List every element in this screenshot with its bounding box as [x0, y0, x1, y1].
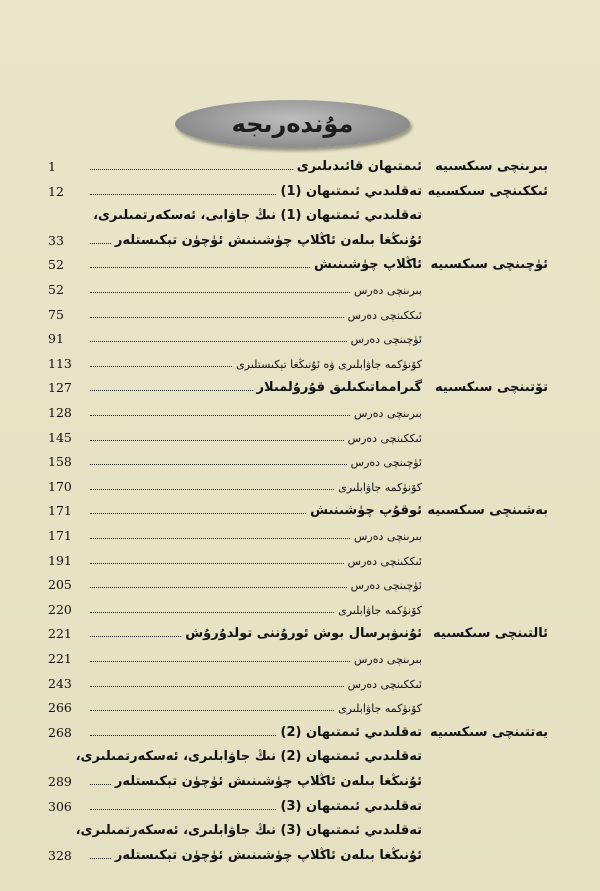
- toc-leader-dots: [90, 735, 276, 736]
- toc-row[interactable]: [48, 177, 548, 199]
- toc-row-continuation: [48, 742, 548, 764]
- toc-page-number: 52: [48, 282, 64, 297]
- toc-row[interactable]: [48, 718, 548, 740]
- toc-row-continuation: [48, 816, 548, 838]
- toc-leader-dots: [90, 784, 111, 785]
- toc-row[interactable]: [48, 447, 548, 469]
- toc-row[interactable]: [48, 570, 548, 592]
- toc-page-number: 266: [48, 700, 72, 716]
- toc-row[interactable]: [48, 472, 548, 494]
- toc-entry-text: تەقلىدىي ئىمتىھان (3): [280, 798, 422, 814]
- toc-page-number: 328: [48, 847, 72, 863]
- toc-leader-dots: [90, 366, 232, 367]
- toc-page-number: 1: [48, 159, 56, 174]
- toc-leader-dots: [90, 292, 350, 293]
- toc-entry-text: ئۈچىنچى دەرس: [350, 579, 422, 593]
- toc-entry-text: بىرىنچى دەرس: [354, 530, 422, 543]
- toc-page-number: 12: [48, 183, 64, 199]
- toc-chapter-label: ئىككىنچى سىكسىيە: [427, 183, 548, 199]
- toc-leader-dots: [90, 563, 344, 564]
- toc-row[interactable]: [48, 226, 548, 248]
- toc-row[interactable]: [48, 841, 548, 863]
- toc-entry-text: ئۇنىۋېرسال بوش ئورۇننى تولدۇرۇش: [185, 626, 422, 642]
- toc-row[interactable]: [48, 644, 548, 666]
- toc-entry-text: ئۈچىنچى دەرس: [350, 456, 422, 470]
- toc-entry-text: ئاڭلاپ چۈشىنىش: [313, 257, 422, 273]
- toc-chapter-label: ئالتىنچى سىكسىيە: [433, 626, 548, 642]
- toc-page-number: 243: [48, 675, 72, 691]
- toc-page-number: 171: [48, 503, 72, 519]
- toc-row[interactable]: [48, 250, 548, 272]
- toc-chapter-label: بىرىنچى سىكسىيە: [435, 159, 548, 174]
- toc-leader-dots: [90, 587, 347, 588]
- toc-page-number: 113: [48, 355, 72, 371]
- toc-page-number: 306: [48, 798, 72, 814]
- toc-entry-text: ئۇنىڭغا بىلەن ئاڭلاپ چۈشىنىش ئۈچۈن تېكىستلەر: [114, 232, 422, 248]
- toc-entry-text: ئۇنىڭغا بىلەن ئاڭلاپ چۈشىنىش ئۈچۈن تېكىستلەر: [114, 847, 422, 863]
- toc-leader-dots: [90, 267, 310, 268]
- page-title: مۇندەرىجە: [231, 110, 354, 138]
- toc-entry-text: ئۈچىنچى دەرس: [350, 333, 422, 347]
- toc-entry-text: ئىمتىھان قائىدىلىرى: [296, 159, 422, 174]
- toc-entry-text: بىرىنچى دەرس: [354, 653, 422, 666]
- toc-page-number: 220: [48, 601, 72, 617]
- toc-row[interactable]: [48, 619, 548, 641]
- toc-row[interactable]: [48, 669, 548, 691]
- toc-leader-dots: [90, 710, 334, 711]
- toc-row[interactable]: [48, 521, 548, 543]
- toc-entry-text: تەقلىدىي ئىمتىھان (3) نىڭ جاۋابلىرى، ئەسكەرتمىلىرى،: [75, 823, 422, 839]
- toc-entry-text: ئىككىنچى دەرس: [347, 308, 422, 322]
- toc-page-number: 289: [48, 774, 72, 789]
- toc-row[interactable]: [48, 496, 548, 518]
- toc-chapter-label: ئۈچىنچى سىكسىيە: [430, 257, 548, 273]
- toc-row[interactable]: [48, 693, 548, 715]
- toc-leader-dots: [90, 809, 276, 810]
- toc-row[interactable]: [48, 300, 548, 322]
- toc-entry-text: ئىككىنچى دەرس: [347, 677, 422, 691]
- toc-row[interactable]: [48, 324, 548, 346]
- toc-leader-dots: [90, 415, 350, 416]
- toc-entry-text: ئىككىنچى دەرس: [347, 554, 422, 568]
- toc-entry-text: بىرىنچى دەرس: [354, 284, 422, 297]
- toc-leader-dots: [90, 538, 350, 539]
- toc-chapter-label: يەتتىنچى سىكسىيە: [430, 724, 548, 740]
- toc-row[interactable]: [48, 423, 548, 445]
- toc-row[interactable]: [48, 152, 548, 174]
- toc-leader-dots: [90, 390, 253, 391]
- toc-row[interactable]: [48, 792, 548, 814]
- toc-page-number: 145: [48, 429, 72, 445]
- toc-entry-text: ئىككىنچى دەرس: [347, 431, 422, 445]
- toc-page-number: 33: [48, 232, 64, 248]
- toc-chapter-label: تۆتىنچى سىكسىيە: [435, 380, 548, 396]
- toc-row[interactable]: [48, 349, 548, 371]
- toc-leader-dots: [90, 513, 306, 514]
- toc-page-number: 171: [48, 528, 72, 543]
- toc-leader-dots: [90, 440, 344, 441]
- toc-chapter-label: بەشىنچى سىكسىيە: [427, 503, 548, 519]
- toc-leader-dots: [90, 464, 347, 465]
- toc-row-continuation: [48, 201, 548, 223]
- title-badge: [175, 100, 410, 148]
- toc-entry-text: كۆنۈكمە جاۋابلىرى: [338, 603, 422, 617]
- toc-page-number: 128: [48, 405, 72, 420]
- toc-page-number: 127: [48, 380, 72, 396]
- toc-leader-dots: [90, 661, 350, 662]
- toc-entry-text: كۆنۈكمە جاۋابلىرى: [338, 480, 422, 494]
- toc-page-number: 221: [48, 651, 72, 666]
- toc-leader-dots: [90, 169, 293, 170]
- toc-entry-text: تەقلىدىي ئىمتىھان (1): [280, 183, 422, 199]
- toc-row[interactable]: [48, 546, 548, 568]
- toc-row[interactable]: [48, 767, 548, 789]
- toc-leader-dots: [90, 612, 334, 613]
- toc-page-number: 205: [48, 577, 72, 593]
- toc-row[interactable]: [48, 595, 548, 617]
- toc-entry-text: تەقلىدىي ئىمتىھان (2): [280, 724, 422, 740]
- toc-row[interactable]: [48, 373, 548, 395]
- toc-page-number: 191: [48, 552, 72, 568]
- toc-entry-text: كۆنۈكمە جاۋابلىرى: [338, 702, 422, 716]
- toc-entry-text: ئوقۇپ چۈشىنىش: [310, 503, 422, 519]
- toc-entry-text: ئۇنىڭغا بىلەن ئاڭلاپ چۈشىنىش ئۈچۈن تېكىستلەر: [114, 774, 422, 789]
- toc-row[interactable]: [48, 275, 548, 297]
- toc-leader-dots: [90, 636, 181, 637]
- toc-leader-dots: [90, 489, 334, 490]
- toc-leader-dots: [90, 243, 111, 244]
- toc-page-number: 52: [48, 257, 64, 273]
- toc-leader-dots: [90, 686, 344, 687]
- toc-entry-text: گىرامماتىكىلىق قۇرۇلمىلار: [256, 380, 422, 396]
- toc-leader-dots: [90, 194, 276, 195]
- toc-leader-dots: [90, 341, 347, 342]
- toc-entry-text: بىرىنچى دەرس: [354, 407, 422, 420]
- toc-page-number: 91: [48, 331, 64, 347]
- toc-entry-text: تەقلىدىي ئىمتىھان (1) نىڭ جاۋابى، ئەسكەرتمىلىرى،: [93, 208, 422, 224]
- toc-page-number: 268: [48, 724, 72, 740]
- toc-row[interactable]: [48, 398, 548, 420]
- toc-entry-text: كۆنۈكمە جاۋابلىرى ۋە ئۇنىڭغا تېكىستلىرى: [236, 357, 422, 371]
- toc-leader-dots: [90, 858, 111, 859]
- toc-page-number: 75: [48, 306, 64, 322]
- toc-page-number: 170: [48, 478, 72, 494]
- toc-entry-text: تەقلىدىي ئىمتىھان (2) نىڭ جاۋابلىرى، ئەسكەرتمىلىرى،: [75, 749, 422, 765]
- toc-page-number: 158: [48, 454, 72, 470]
- toc-page-number: 221: [48, 626, 72, 642]
- toc-leader-dots: [90, 317, 344, 318]
